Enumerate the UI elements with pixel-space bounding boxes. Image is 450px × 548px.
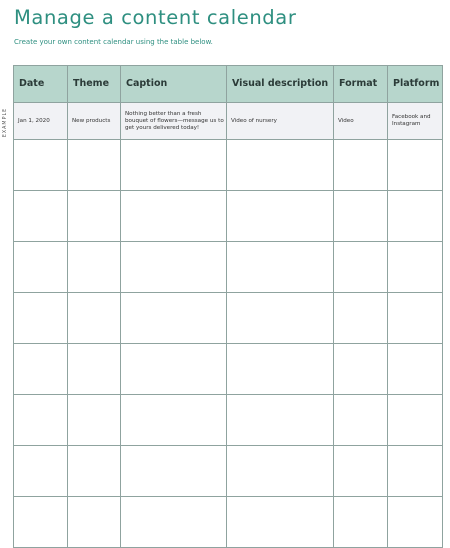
cell-theme[interactable] xyxy=(68,344,121,395)
cell-visual-description[interactable] xyxy=(227,140,334,191)
cell-caption[interactable] xyxy=(121,293,227,344)
table-row xyxy=(14,293,443,344)
cell-caption[interactable] xyxy=(121,191,227,242)
table-row xyxy=(14,191,443,242)
cell-date[interactable] xyxy=(14,242,68,293)
column-header-date: Date xyxy=(14,66,68,103)
cell-platform[interactable] xyxy=(388,191,443,242)
cell-format[interactable] xyxy=(334,140,388,191)
cell-platform[interactable] xyxy=(388,446,443,497)
cell-platform[interactable] xyxy=(388,344,443,395)
cell-format[interactable] xyxy=(334,395,388,446)
cell-visual-description[interactable] xyxy=(227,395,334,446)
column-header-caption: Caption xyxy=(121,66,227,103)
table-header-row xyxy=(14,66,443,103)
cell-platform[interactable] xyxy=(388,395,443,446)
example-format-cell: Video xyxy=(334,103,388,140)
cell-caption[interactable] xyxy=(121,497,227,548)
table-row xyxy=(14,140,443,191)
example-label-text: EXAMPLE xyxy=(3,107,9,137)
table-row xyxy=(14,344,443,395)
example-theme-cell: New products xyxy=(68,103,121,140)
cell-date[interactable] xyxy=(14,497,68,548)
cell-format[interactable] xyxy=(334,293,388,344)
example-platform-cell: Facebook and Instagram xyxy=(388,103,443,140)
cell-visual-description[interactable] xyxy=(227,344,334,395)
table-row xyxy=(14,446,443,497)
cell-date[interactable] xyxy=(14,293,68,344)
page-subtitle: Create your own content calendar using the table below. xyxy=(14,38,213,46)
cell-theme[interactable] xyxy=(68,140,121,191)
cell-date[interactable] xyxy=(14,446,68,497)
table-row xyxy=(14,242,443,293)
cell-platform[interactable] xyxy=(388,497,443,548)
column-header-theme: Theme xyxy=(68,66,121,103)
content-calendar-table xyxy=(13,65,443,548)
cell-date[interactable] xyxy=(14,344,68,395)
column-header-visual-description: Visual description xyxy=(227,66,334,103)
page-title: Manage a content calendar xyxy=(14,6,297,29)
cell-date[interactable] xyxy=(14,140,68,191)
cell-theme[interactable] xyxy=(68,293,121,344)
cell-visual-description[interactable] xyxy=(227,497,334,548)
example-visual-cell: Video of nursery xyxy=(227,103,334,140)
table-row xyxy=(14,395,443,446)
cell-visual-description[interactable] xyxy=(227,293,334,344)
cell-visual-description[interactable] xyxy=(227,242,334,293)
cell-theme[interactable] xyxy=(68,191,121,242)
cell-format[interactable] xyxy=(334,344,388,395)
cell-caption[interactable] xyxy=(121,140,227,191)
table-row xyxy=(14,497,443,548)
cell-visual-description[interactable] xyxy=(227,446,334,497)
cell-date[interactable] xyxy=(14,395,68,446)
cell-caption[interactable] xyxy=(121,242,227,293)
example-date-cell: Jan 1, 2020 xyxy=(14,103,68,140)
cell-theme[interactable] xyxy=(68,395,121,446)
example-caption-cell: Nothing better than a fresh bouquet of flowers—message us to get yours delivered today! xyxy=(121,103,227,140)
cell-theme[interactable] xyxy=(68,497,121,548)
cell-format[interactable] xyxy=(334,497,388,548)
cell-theme[interactable] xyxy=(68,446,121,497)
column-header-format: Format xyxy=(334,66,388,103)
cell-format[interactable] xyxy=(334,242,388,293)
example-row xyxy=(14,103,443,140)
cell-date[interactable] xyxy=(14,191,68,242)
cell-visual-description[interactable] xyxy=(227,191,334,242)
column-header-platform: Platform xyxy=(388,66,443,103)
cell-format[interactable] xyxy=(334,191,388,242)
cell-platform[interactable] xyxy=(388,140,443,191)
cell-caption[interactable] xyxy=(121,446,227,497)
cell-caption[interactable] xyxy=(121,395,227,446)
cell-theme[interactable] xyxy=(68,242,121,293)
cell-platform[interactable] xyxy=(388,293,443,344)
cell-caption[interactable] xyxy=(121,344,227,395)
cell-format[interactable] xyxy=(334,446,388,497)
cell-platform[interactable] xyxy=(388,242,443,293)
example-side-label xyxy=(1,104,11,140)
